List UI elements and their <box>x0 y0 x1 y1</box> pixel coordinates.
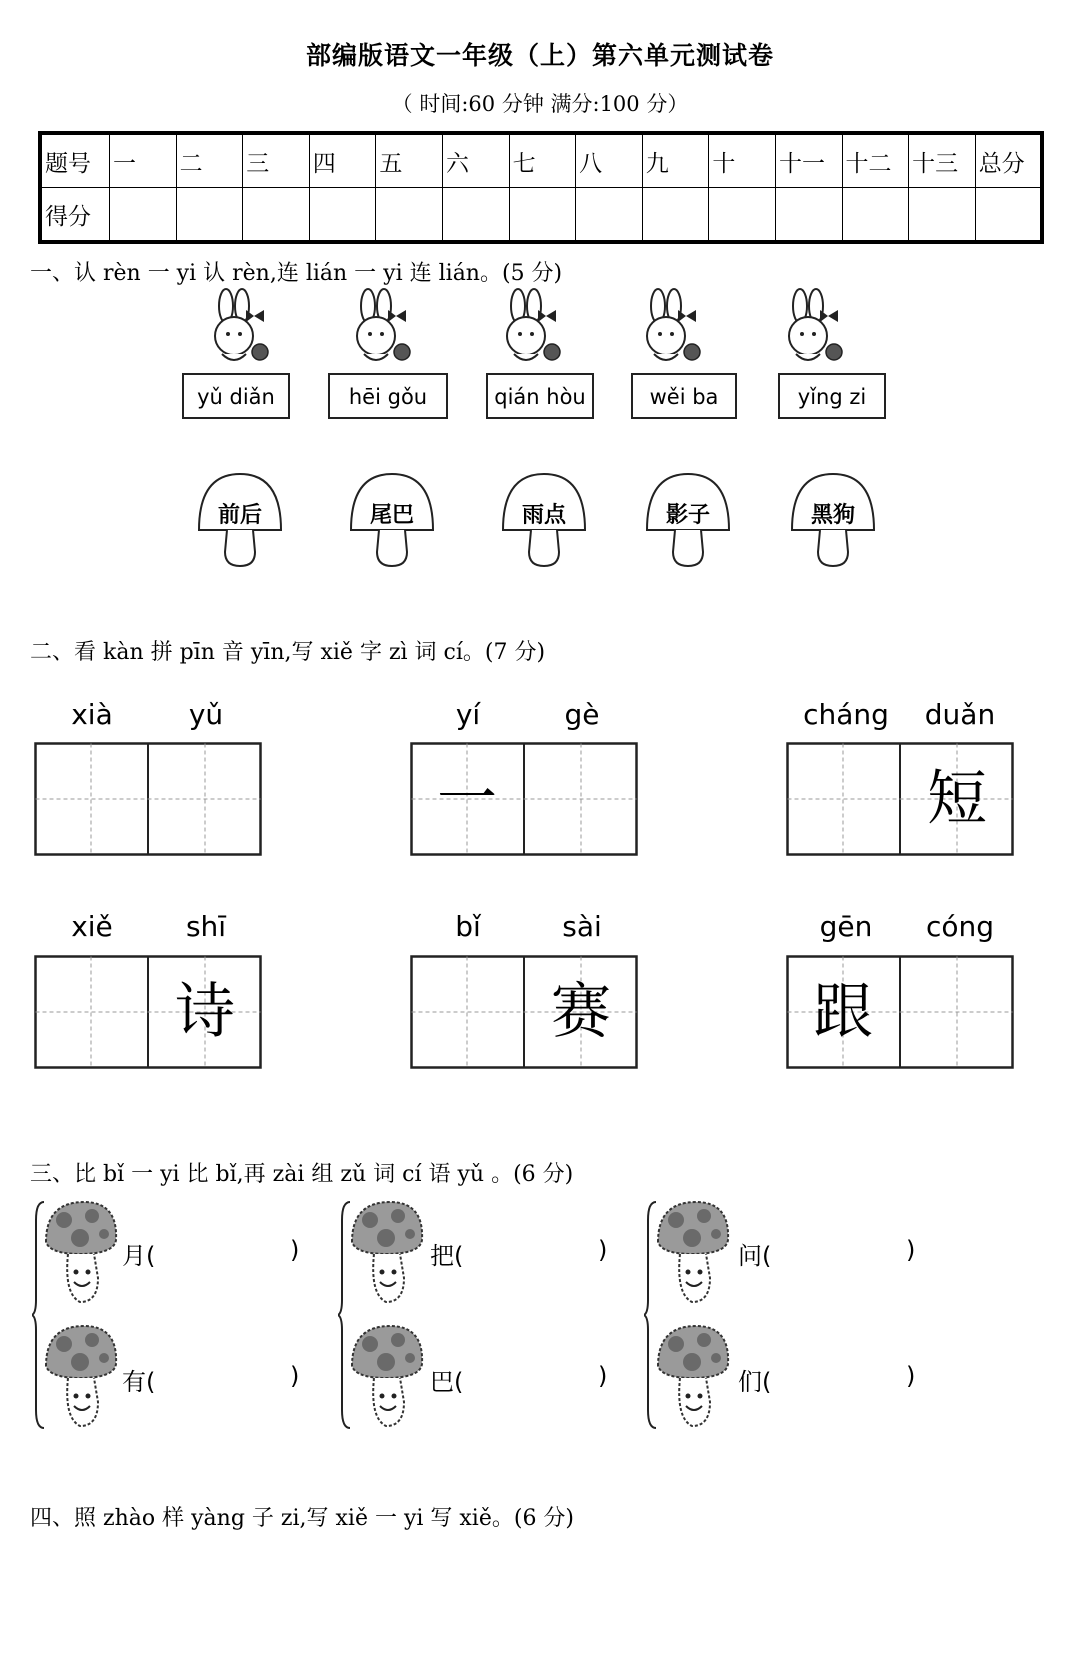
score-cell[interactable] <box>576 188 643 243</box>
word-prompt: 问( <box>738 1242 772 1270</box>
score-cell[interactable] <box>176 188 243 243</box>
grid-character: 跟 <box>813 977 873 1047</box>
score-cell[interactable] <box>909 188 976 243</box>
section4-heading: 四、照 zhào 样 yàng 子 zi,写 xiě 一 yi 写 xiě。(6 分) <box>30 1506 575 1531</box>
score-cell[interactable] <box>442 188 509 243</box>
section1-heading: 一、认 rèn 一 yi 认 rèn,连 lián 一 yi 连 lián。(5 分) <box>30 261 563 286</box>
close-paren: ) <box>906 1236 916 1264</box>
column-header: 三 <box>243 133 310 188</box>
pinyin-label: duǎn <box>924 698 996 731</box>
score-cell[interactable] <box>376 188 443 243</box>
grid-character: 一 <box>437 764 497 834</box>
score-cell[interactable] <box>509 188 576 243</box>
pinyin-sign[interactable]: qián hòu <box>486 373 594 419</box>
pinyin-label: yǔ <box>188 698 224 731</box>
column-header: 五 <box>376 133 443 188</box>
pinyin-sign[interactable]: hēi gǒu <box>328 373 448 419</box>
pinyin-label: bǐ <box>455 910 481 943</box>
section2-heading: 二、看 kàn 拼 pīn 音 yīn,写 xiě 字 zì 词 cí。(7 分) <box>30 640 546 665</box>
score-cell[interactable] <box>775 188 842 243</box>
grid-character <box>524 742 638 856</box>
grid-character <box>900 955 1014 1069</box>
column-header: 九 <box>642 133 709 188</box>
close-paren: ) <box>290 1236 300 1264</box>
grid-character: 短 <box>927 764 987 834</box>
bunny-illustration <box>196 288 276 368</box>
close-paren: ) <box>598 1236 608 1264</box>
spotted-mushroom-illustration <box>652 1198 732 1308</box>
mushroom-word[interactable]: 尾巴 <box>369 503 414 528</box>
column-header: 八 <box>576 133 643 188</box>
spotted-mushroom-illustration <box>40 1322 120 1432</box>
word-prompt: 把( <box>430 1242 464 1270</box>
grid-character <box>34 742 148 856</box>
pinyin-label: cháng <box>803 698 889 731</box>
pinyin-label: xià <box>71 698 113 731</box>
score-cell[interactable] <box>110 188 177 243</box>
spotted-mushroom-illustration <box>346 1322 426 1432</box>
row-label-score: 得分 <box>40 188 110 243</box>
grid-character <box>34 955 148 1069</box>
mushroom-word[interactable]: 影子 <box>665 503 710 528</box>
column-header: 二 <box>176 133 243 188</box>
pinyin-label: shī <box>185 910 227 943</box>
score-cell[interactable] <box>642 188 709 243</box>
pinyin-label: yí <box>455 698 481 731</box>
exam-time-score-info: （ 时间:60 分钟 满分:100 分） <box>391 92 689 116</box>
word-prompt: 巴( <box>430 1368 464 1396</box>
pinyin-sign[interactable]: yǐng zi <box>778 373 886 419</box>
question-number-row <box>40 133 1042 188</box>
word-prompt: 月( <box>122 1242 156 1270</box>
spotted-mushroom-illustration <box>346 1198 426 1308</box>
row-label-question-number: 题号 <box>40 133 110 188</box>
close-paren: ) <box>598 1362 608 1390</box>
score-cell[interactable] <box>309 188 376 243</box>
score-cell[interactable] <box>842 188 909 243</box>
score-cell[interactable] <box>975 188 1042 243</box>
grid-character <box>148 742 262 856</box>
spotted-mushroom-illustration <box>652 1322 732 1432</box>
score-row <box>40 188 1042 243</box>
pinyin-sign[interactable]: yǔ diǎn <box>182 373 290 419</box>
word-prompt: 有( <box>122 1368 156 1396</box>
bunny-illustration <box>338 288 418 368</box>
column-header: 一 <box>110 133 177 188</box>
page-title: 部编版语文一年级（上）第六单元测试卷 <box>305 41 774 70</box>
close-paren: ) <box>290 1362 300 1390</box>
grid-character: 赛 <box>551 977 611 1047</box>
column-header: 七 <box>509 133 576 188</box>
grid-character: 诗 <box>175 977 235 1047</box>
mushroom-word[interactable]: 前后 <box>217 503 262 528</box>
close-paren: ) <box>906 1362 916 1390</box>
column-header: 十三 <box>909 133 976 188</box>
column-header: 四 <box>309 133 376 188</box>
pinyin-label: gēn <box>819 910 873 943</box>
mushroom-word[interactable]: 雨点 <box>521 503 566 528</box>
pinyin-label: sài <box>562 910 602 943</box>
bunny-illustration <box>628 288 708 368</box>
score-table <box>38 131 1044 244</box>
pinyin-label: cóng <box>925 910 995 943</box>
pinyin-label: gè <box>564 698 600 731</box>
column-header: 总分 <box>975 133 1042 188</box>
column-header: 十二 <box>842 133 909 188</box>
word-prompt: 们( <box>738 1368 772 1396</box>
column-header: 十一 <box>775 133 842 188</box>
bunny-illustration <box>770 288 850 368</box>
column-header: 六 <box>442 133 509 188</box>
score-cell[interactable] <box>709 188 776 243</box>
column-header: 十 <box>709 133 776 188</box>
section3-heading: 三、比 bǐ 一 yi 比 bǐ,再 zài 组 zǔ 词 cí 语 yǔ 。(6 分) <box>30 1162 574 1187</box>
pinyin-label: xiě <box>71 910 113 943</box>
bunny-illustration <box>488 288 568 368</box>
mushroom-word[interactable]: 黑狗 <box>810 503 855 528</box>
spotted-mushroom-illustration <box>40 1198 120 1308</box>
grid-character <box>786 742 900 856</box>
grid-character <box>410 955 524 1069</box>
score-cell[interactable] <box>243 188 310 243</box>
pinyin-sign[interactable]: wěi ba <box>631 373 737 419</box>
